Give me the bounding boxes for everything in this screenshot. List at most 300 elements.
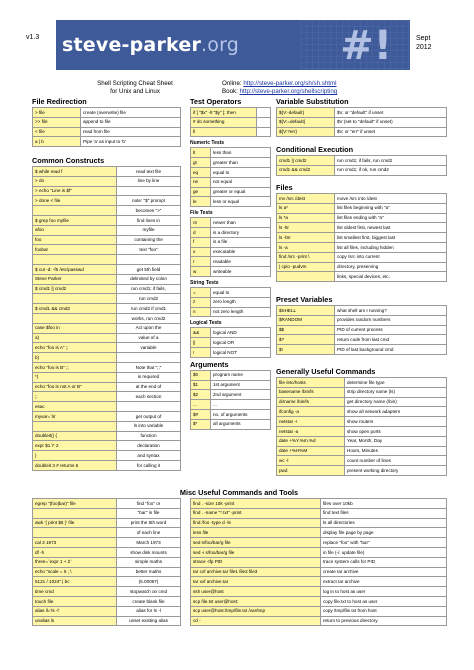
command-cell: sed -i s/foo/bar/g file (191, 547, 321, 557)
table-row (277, 387, 447, 397)
description-cell: get 5th field (117, 264, 181, 274)
command-cell: > do (33, 176, 117, 186)
table-row (277, 165, 447, 175)
description-cell: unset existing alias (117, 616, 181, 626)
description-cell: executable (211, 247, 271, 257)
subsection-title: Numeric Tests (190, 140, 225, 147)
conditional-execution-section (276, 146, 446, 176)
description-cell: strip directory name (ls) (345, 387, 447, 397)
description-cell: is a file (211, 237, 271, 247)
table-row (33, 460, 181, 470)
table-row (33, 117, 181, 127)
description-cell: logical AND (211, 328, 271, 338)
table-row (277, 417, 447, 427)
description-cell: note: "$" prompt (117, 196, 181, 206)
files-table (276, 193, 447, 282)
description-cell: Year, Month, Day (345, 436, 447, 446)
command-cell: ls -a (277, 242, 335, 252)
table-row (191, 338, 271, 348)
section-title: Test Operators (190, 97, 242, 106)
description-cell: becomes ">" (117, 206, 181, 216)
table-row (277, 262, 447, 272)
table-row (277, 325, 447, 335)
command-cell: foo (33, 235, 117, 245)
description-cell: text "foo" (117, 245, 181, 255)
common-constructs-section (32, 157, 180, 471)
description-cell: 1st argument (211, 380, 271, 390)
command-cell: scp file.txt user@host: (191, 596, 321, 606)
description-cell: $V, or "err" if unset (335, 127, 447, 137)
table-row (277, 117, 447, 127)
table-row (33, 421, 181, 431)
description-cell: in file (-i: update file) (321, 547, 447, 557)
command-cell: sed s/foo/bar/g file (191, 538, 321, 548)
table-row (191, 108, 271, 118)
book-link[interactable]: http://steve-parker.org/shellscripting (239, 88, 338, 96)
description-cell: stopwatch on cmd (117, 587, 181, 597)
command-cell: x (191, 247, 211, 257)
command-cell: ne (191, 177, 211, 187)
description-cell: better maths (117, 567, 181, 577)
table-row (191, 400, 271, 410)
file-tests-table (190, 217, 271, 277)
section-title: Variable Substitution (276, 97, 349, 106)
command-cell: $2 (191, 390, 211, 400)
table-row (191, 287, 271, 297)
description-cell: replace "foo" with "bar" (321, 538, 447, 548)
table-row (191, 409, 271, 419)
table-row (191, 247, 271, 257)
description-cell: function (117, 431, 181, 441)
description-cell: less than (211, 148, 271, 158)
description-cell: no. of arguments (211, 409, 271, 419)
table-row (191, 616, 447, 626)
table-row (277, 446, 447, 456)
table-row (33, 616, 181, 626)
description-cell: run cmd2 (117, 294, 181, 304)
table-row (277, 407, 447, 417)
description-cell: extract tar archive (321, 577, 447, 587)
command-cell: cd - (191, 616, 321, 626)
command-cell: fi (191, 127, 257, 137)
description-cell (257, 127, 271, 137)
description-cell: run cmd1; if fails, run cmd2 (335, 156, 447, 166)
description-cell: find "foo" or (117, 499, 181, 509)
description-cell: PID of current process (335, 325, 447, 335)
table-row (191, 328, 271, 338)
command-cell: find . -size 10k -print (191, 499, 321, 509)
preset-variables-section (276, 296, 446, 355)
description-cell: return to previous directory (321, 616, 447, 626)
header-links: Online: http://steve-parker.org/sh/sh.shtml Book: http://steve-parker.org/shellscripting (222, 80, 338, 96)
table-row (33, 528, 181, 538)
command-cell (33, 206, 117, 216)
description-cell: ls all directories (321, 518, 447, 528)
description-cell (117, 353, 181, 363)
table-row (33, 353, 181, 363)
table-row (191, 117, 271, 127)
command-cell: $1 (191, 380, 211, 390)
command-cell: afoo (33, 225, 117, 235)
table-row (33, 304, 181, 314)
description-cell: each section (117, 392, 181, 402)
command-cell: f (191, 237, 211, 247)
table-row (33, 431, 181, 441)
date-label: Sept 2012 (416, 35, 432, 52)
banner (56, 20, 410, 70)
table-row (33, 382, 181, 392)
command-cell: ls -lSr (277, 233, 335, 243)
description-cell: get directory name (/bin) (345, 397, 447, 407)
description-cell: PID of last background cmd (335, 345, 447, 355)
command-cell: if [ "$x" -lt "$y" ]; then (191, 108, 257, 118)
command-cell: scp user@host:/tmp/file.txt /var/tmp (191, 606, 321, 616)
logical-tests-table (190, 327, 271, 357)
command-cell: alias ll='ls -l' (33, 606, 117, 616)
command-cell: $? (277, 335, 335, 345)
description-cell: of each line (117, 528, 181, 538)
table-row (33, 499, 181, 509)
command-cell: echo "foo is A" ;; (33, 343, 117, 353)
description-cell: list files beginning with "a" (335, 203, 447, 213)
table-row (33, 294, 181, 304)
description-cell: determine file type (345, 378, 447, 388)
table-row (33, 508, 181, 518)
description-cell: find text files (321, 508, 447, 518)
description-cell: Note that ";;" (117, 362, 181, 372)
command-cell: $$ (277, 325, 335, 335)
table-row (277, 306, 447, 316)
command-cell: | cpio -pudvm (277, 262, 335, 272)
command-cell: tar xvf archive.tar (191, 577, 321, 587)
table-row (277, 378, 447, 388)
table-row (277, 272, 447, 282)
command-cell: $! (277, 345, 335, 355)
table-row (33, 323, 181, 333)
table-row (33, 167, 181, 177)
useful-commands-table (276, 377, 447, 476)
table-row (33, 333, 181, 343)
description-cell: present working directory (345, 466, 447, 476)
description-cell (257, 108, 271, 118)
description-cell: show all network adapters (345, 407, 447, 417)
command-cell: basename /bin/ls (277, 387, 345, 397)
command-cell: > done < file (33, 196, 117, 206)
description-cell: list files ending with "a" (335, 213, 447, 223)
command-cell: unalias ls (33, 616, 117, 626)
table-row (33, 441, 181, 451)
command-cell: echo "foo is not A or B" (33, 382, 117, 392)
table-row (191, 390, 271, 400)
description-cell: show routers (345, 417, 447, 427)
command-cell: ;; (33, 392, 117, 402)
command-cell: n (191, 307, 211, 317)
command-cell: strace -tfp PID (191, 557, 321, 567)
table-row (191, 127, 271, 137)
string-tests-table (190, 287, 271, 317)
table-row (191, 587, 447, 597)
table-row (33, 557, 181, 567)
table-row (33, 176, 181, 186)
description-cell: equal to (211, 287, 271, 297)
description-cell: Act upon the (117, 323, 181, 333)
command-cell: || (191, 338, 211, 348)
table-row (33, 196, 181, 206)
table-row (33, 343, 181, 353)
command-cell: gt (191, 158, 211, 168)
table-row (33, 518, 181, 528)
description-cell: Pipe 'a' as input to 'b' (81, 137, 181, 147)
command-cell: $SHELL (277, 306, 335, 316)
description-cell: copy /tmp/file.txt from host (321, 606, 447, 616)
command-cell: file /etc/hosts (277, 378, 345, 388)
command-cell: date +%Y.%m.%d (277, 436, 345, 446)
command-cell: doubleit 3 # returns 6 (33, 460, 117, 470)
description-cell: list smallest first, biggest last (335, 233, 447, 243)
command-cell: && (191, 328, 211, 338)
command-cell: less file (191, 528, 321, 538)
command-cell: awk '{ print $5 }' file (33, 518, 117, 528)
table-row (191, 596, 447, 606)
command-cell: $ grep foo myfile (33, 215, 117, 225)
table-row (277, 213, 447, 223)
table-row (191, 528, 447, 538)
command-cell: echo "scale = 5 ; \ (33, 567, 117, 577)
description-cell: myfile (117, 225, 181, 235)
table-row (191, 177, 271, 187)
command-cell (33, 508, 117, 518)
table-row (33, 186, 181, 196)
command-cell (33, 421, 117, 431)
description-cell: show open ports (345, 426, 447, 436)
command-cell: netstat -a (277, 426, 345, 436)
description-cell: log in to host as user (321, 587, 447, 597)
command-cell (33, 294, 117, 304)
description-cell: not equal (211, 177, 271, 187)
table-row (191, 567, 447, 577)
table-row (277, 335, 447, 345)
table-row (277, 223, 447, 233)
command-cell: df -h (33, 547, 117, 557)
command-cell: find . -name "*.txt" -print (191, 508, 321, 518)
table-row (277, 233, 447, 243)
table-row (33, 215, 181, 225)
description-cell: copy file.txt to host as user (321, 596, 447, 606)
description-cell: declaration (117, 441, 181, 451)
command-cell: a | b (33, 137, 81, 147)
table-row (191, 218, 271, 228)
description-cell: return code from last cmd (335, 335, 447, 345)
command-cell: a) (33, 333, 117, 343)
command-cell: nt (191, 218, 211, 228)
online-link[interactable]: http://steve-parker.org/sh/sh.shtml (243, 80, 337, 87)
table-row (33, 255, 181, 265)
table-row (277, 108, 447, 118)
description-cell: links, special devices, etc. (335, 272, 447, 282)
table-row (33, 392, 181, 402)
site-logo: steve-parker.org (62, 34, 240, 56)
description-cell: "bar" in file (117, 508, 181, 518)
description-cell: variable (117, 343, 181, 353)
table-row (191, 370, 271, 380)
description-cell: read text file (117, 167, 181, 177)
command-cell: cmd1 || cmd2 (277, 156, 335, 166)
conditional-execution-table (276, 155, 447, 176)
section-title: File Redirection (32, 97, 87, 106)
common-constructs-table (32, 166, 181, 471)
command-cell: d (191, 227, 211, 237)
description-cell: run cmd1; if ok, run cmd2 (335, 165, 447, 175)
description-cell: trace system calls for PID (321, 557, 447, 567)
table-row (33, 577, 181, 587)
command-cell: case $foo in (33, 323, 117, 333)
command-cell (33, 255, 117, 265)
command-cell: date +%H%M (277, 446, 345, 456)
table-row (191, 518, 447, 528)
subsection-title: File Tests (190, 210, 213, 217)
command-cell: ge (191, 187, 211, 197)
command-cell: > echo "Line is $f" (33, 186, 117, 196)
description-cell: directory, preserving (335, 262, 447, 272)
description-cell: get output of (117, 411, 181, 421)
description-cell: containing the (117, 235, 181, 245)
description-cell: $V (set to "default" if unset) (335, 117, 447, 127)
description-cell (117, 255, 181, 265)
description-cell: value of a (117, 333, 181, 343)
description-cell: line by line (117, 176, 181, 186)
table-row (191, 380, 271, 390)
table-row (191, 297, 271, 307)
table-row (191, 577, 447, 587)
table-row (277, 252, 447, 262)
command-cell: ls -ltr (277, 223, 335, 233)
table-row (33, 137, 181, 147)
table-row (33, 108, 181, 118)
table-row (33, 127, 181, 137)
command-cell: myvar=`ls` (33, 411, 117, 421)
command-cell: >> file (33, 117, 81, 127)
table-row (277, 127, 447, 137)
description-cell: simple maths (117, 557, 181, 567)
test-operators-section (190, 98, 270, 430)
command-cell: $# (191, 409, 211, 419)
command-cell: < file (33, 127, 81, 137)
table-row (33, 567, 181, 577)
description-cell: all arguments (211, 419, 271, 429)
table-row (277, 315, 447, 325)
description-cell: list all files, including hidden (335, 242, 447, 252)
description-cell: greater or equal (211, 187, 271, 197)
command-cell: foobar (33, 245, 117, 255)
command-cell: b) (33, 353, 117, 363)
command-cell: ! (191, 347, 211, 357)
description-cell: logical OR (211, 338, 271, 348)
command-cell: $* (191, 419, 211, 429)
command-cell: Steve Parker (33, 274, 117, 284)
command-cell (33, 528, 117, 538)
description-cell: readable (211, 257, 271, 267)
description-cell: and syntax (117, 451, 181, 461)
description-cell: zero length (211, 297, 271, 307)
command-cell (33, 313, 117, 323)
table-row (277, 203, 447, 213)
description-cell: what shell am I running? (335, 306, 447, 316)
command-cell: z (191, 297, 211, 307)
table-row (277, 156, 447, 166)
description-cell: count number of lines (345, 456, 447, 466)
misc-left-table (32, 498, 181, 626)
table-row (33, 372, 181, 382)
section-title: Misc Useful Commands and Tools (179, 488, 299, 497)
description-cell (257, 117, 271, 127)
description-cell: create blank file (117, 596, 181, 606)
table-row (33, 235, 181, 245)
numeric-tests-table (190, 147, 271, 207)
section-title: Arguments (190, 359, 229, 369)
description-cell: print the 5th word (117, 518, 181, 528)
command-cell: ls a* (277, 203, 335, 213)
command-cell: find /foo -type d -ls (191, 518, 321, 528)
table-row (33, 587, 181, 597)
description-cell: for calling it (117, 460, 181, 470)
command-cell: netstat -r (277, 417, 345, 427)
table-row (191, 257, 271, 267)
variable-substitution-table (276, 107, 447, 137)
command-cell: $0 (191, 370, 211, 380)
command-cell: ${V:?err} (277, 127, 335, 137)
command-cell: tar cvf archive.tar file1 file2 file3 (191, 567, 321, 577)
description-cell: delimited by colon (117, 274, 181, 284)
description-cell: list oldest first, newest last (335, 223, 447, 233)
command-cell: cal 3 1973 (33, 538, 117, 548)
description-cell: create (overwrite) file (81, 108, 181, 118)
command-cell: touch file (33, 596, 117, 606)
table-row (277, 456, 447, 466)
command-cell: le (191, 197, 211, 207)
command-cell: doubleit() { (33, 431, 117, 441)
table-row (33, 284, 181, 294)
description-cell: run cmd2 if cmd1 (117, 304, 181, 314)
table-row (277, 436, 447, 446)
description-cell: is a directory (211, 227, 271, 237)
table-row (191, 307, 271, 317)
section-title: Preset Variables (276, 295, 333, 304)
description-cell: display file page by page (321, 528, 447, 538)
table-row (277, 345, 447, 355)
command-cell: } (33, 451, 117, 461)
command-cell: # do something (191, 117, 257, 127)
command-cell: lt (191, 148, 211, 158)
description-cell: ls into variable (117, 421, 181, 431)
table-row (33, 245, 181, 255)
command-cell: ls *a (277, 213, 335, 223)
table-row (191, 158, 271, 168)
description-cell: newer than (211, 218, 271, 228)
description-cell: ... (211, 400, 271, 410)
command-cell: ${V:=default} (277, 117, 335, 127)
command-cell: ${V:-default} (277, 108, 335, 118)
table-row (191, 419, 271, 429)
command-cell: $ cmd1 && cmd2 (33, 304, 117, 314)
table-row (191, 538, 447, 548)
description-cell: works, run cmd2 (117, 313, 181, 323)
section-title: Common Constructs (32, 156, 105, 165)
description-cell: create tar archive (321, 567, 447, 577)
command-cell: echo "foo is B" ;; (33, 362, 117, 372)
table-row (33, 264, 181, 274)
command-cell: ssh user@host (191, 587, 321, 597)
version-label: v1.3 (26, 34, 40, 41)
